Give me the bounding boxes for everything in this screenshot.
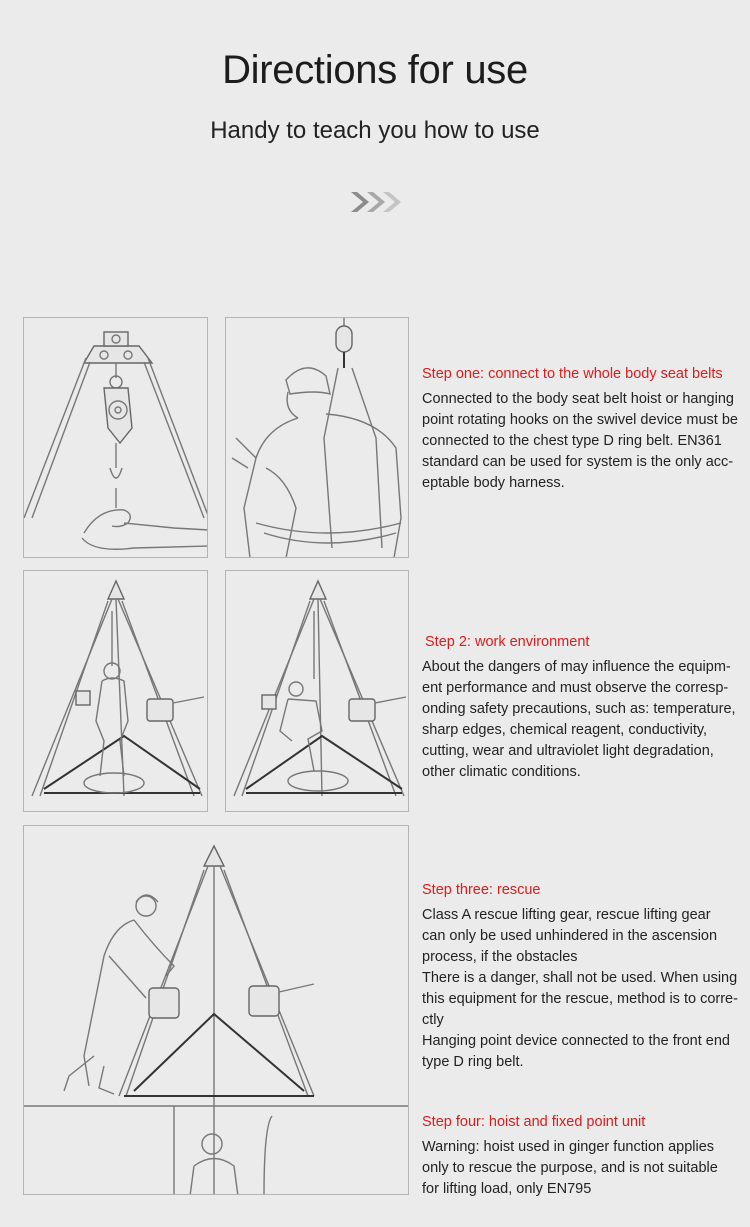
step-three-text: Class A rescue lifting gear, rescue lifting gear can only be used unhindered in the ascension process, if the obstacles There is a danger, shall not be used. When using this equipment for the rescue, method is to corre- ctly Hanging point device connected to the front end type D ring belt. bbox=[422, 907, 738, 1070]
step-three bbox=[422, 880, 750, 1073]
illustration-tripod-descent-b bbox=[225, 570, 409, 812]
step-four bbox=[422, 1112, 750, 1200]
step-four-title: Step four: hoist and fixed point unit bbox=[422, 1114, 646, 1130]
step-four-text: Warning: hoist used in ginger function applies only to rescue the purpose, and is not suitable for lifting load, only EN795 bbox=[422, 1139, 718, 1197]
illustration-tripod-head bbox=[23, 317, 208, 558]
step-one-title: Step one: connect to the whole body seat belts bbox=[422, 366, 723, 382]
step-two-title: Step 2: work environment bbox=[425, 634, 590, 650]
illustration-rescue-operation bbox=[23, 825, 409, 1195]
step-three-title: Step three: rescue bbox=[422, 882, 541, 898]
step-two bbox=[422, 632, 750, 783]
step-two-text: About the dangers of may influence the equipm- ent performance and must observe the corresp- onding safety precautions, such as: temperature, sharp edges, chemical reagent, conductivity, cutting, wear and ultraviolet light degradation, other climatic conditions. bbox=[422, 659, 736, 780]
page-subtitle: Handy to teach you how to use bbox=[210, 117, 540, 144]
step-one bbox=[422, 364, 750, 494]
illustration-worker-harness bbox=[225, 317, 409, 558]
chevron-right-triple-icon bbox=[349, 189, 405, 220]
step-one-text: Connected to the body seat belt hoist or hanging point rotating hooks on the swivel device must be connected to the chest type D ring belt. EN361 standard can be used for system is the only acc- eptable body harness. bbox=[422, 391, 738, 491]
illustration-tripod-descent-a bbox=[23, 570, 208, 812]
page-title: Directions for use bbox=[222, 48, 528, 92]
